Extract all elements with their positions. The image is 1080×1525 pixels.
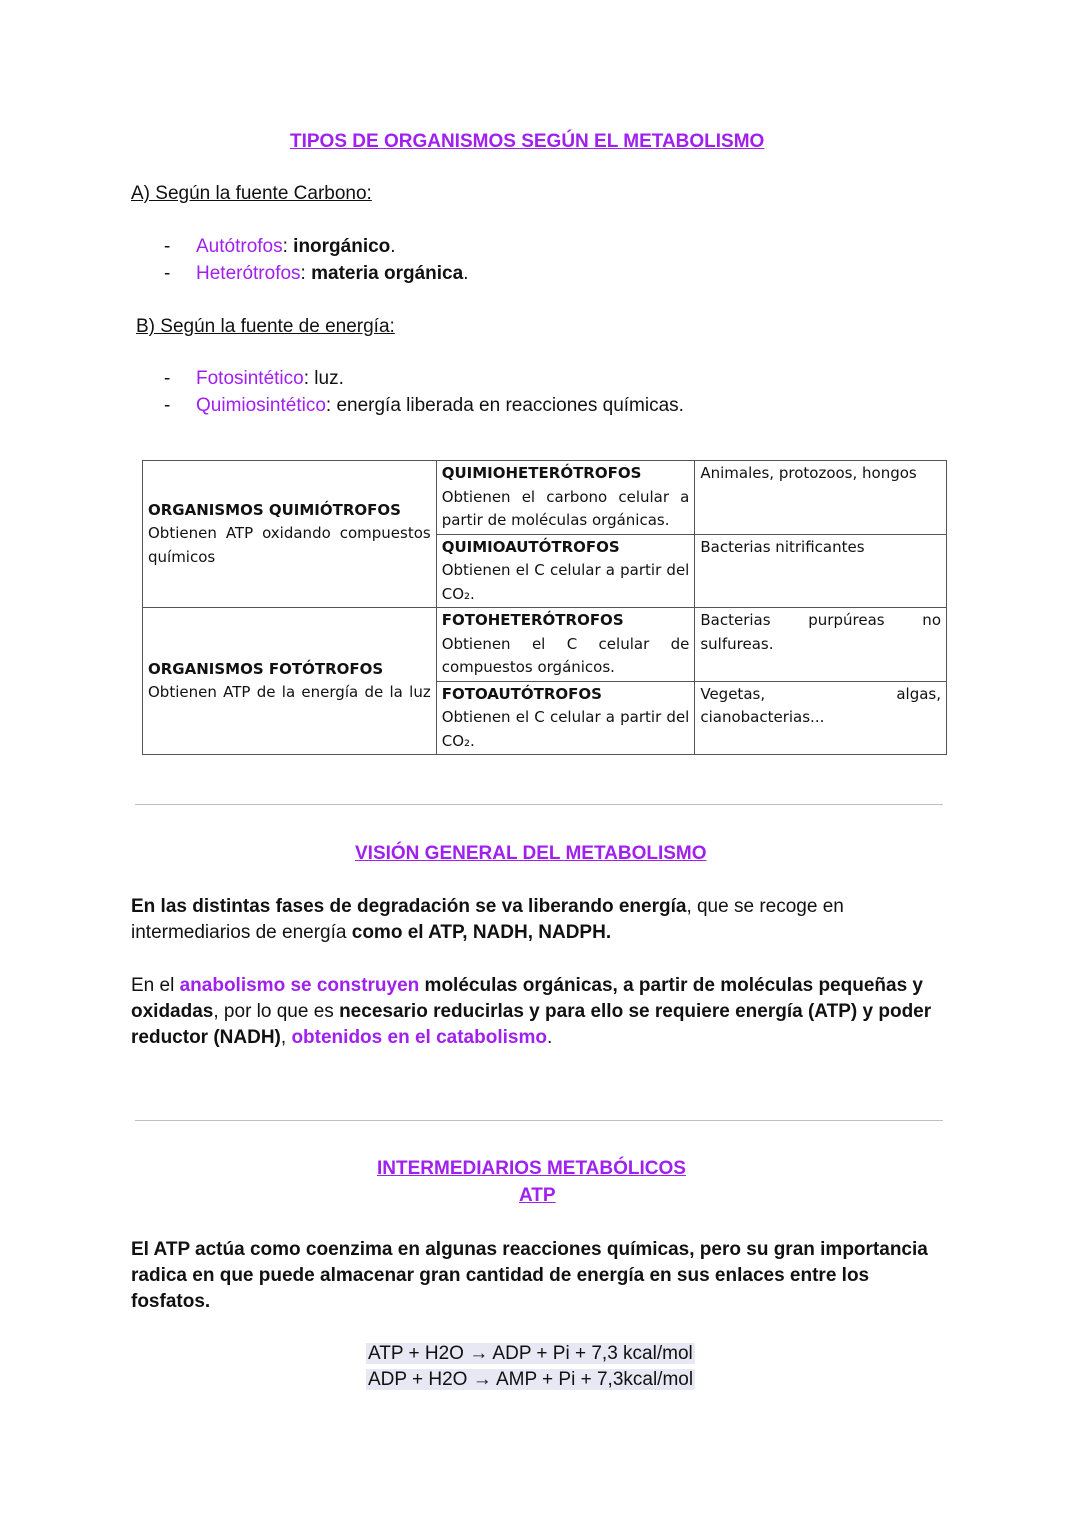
type-desc: Obtienen el C celular a partir del CO₂. bbox=[441, 708, 690, 750]
type-name: FOTOHETERÓTROFOS bbox=[441, 611, 624, 629]
list-item-fotosintetico: - Fotosintético: luz. bbox=[164, 368, 344, 389]
list-item-quimiosintetico: - Quimiosintético: energía liberada en reacciones químicas. bbox=[164, 395, 684, 416]
group-desc: Obtienen ATP oxidando compuestos químicos bbox=[148, 524, 431, 566]
organism-types-table bbox=[142, 460, 947, 755]
bullet-dash: - bbox=[164, 368, 171, 389]
examples-cell: Bacterias purpúreas no sulfureas. bbox=[695, 608, 947, 682]
list-item-heterotrofos: - Heterótrofos: materia orgánica. bbox=[164, 263, 469, 284]
examples-cell: Bacterias nitrificantes bbox=[695, 534, 947, 608]
examples-cell: Vegetas, algas, cianobacterias... bbox=[695, 681, 947, 755]
type-cell bbox=[436, 534, 695, 608]
equation-2: ADP + H2O → AMP + Pi + 7,3kcal/mol bbox=[368, 1369, 694, 1390]
paragraph-atp: El ATP actúa como coenzima en algunas reacciones químicas, pero su gran importancia radica en que puede almacenar gran cantidad de energía en sus enlaces entre los fosfatos. bbox=[131, 1239, 928, 1312]
type-cell bbox=[436, 681, 695, 755]
group-name: ORGANISMOS QUIMIÓTROFOS bbox=[148, 500, 401, 519]
type-name: QUIMIOAUTÓTROFOS bbox=[441, 537, 620, 556]
type-cell bbox=[436, 461, 695, 535]
paragraph-degradacion: En las distintas fases de degradación se va liberando energía, que se recoge en intermediarios de energía como el ATP, NADH, NADPH. bbox=[131, 896, 844, 943]
bullet-dash: - bbox=[164, 263, 171, 284]
section-title-tipos: TIPOS DE ORGANISMOS SEGÚN EL METABOLISMO bbox=[290, 131, 765, 152]
energy-source-heading: B) Según la fuente de energía: bbox=[136, 316, 395, 337]
section-title-vision: VISIÓN GENERAL DEL METABOLISMO bbox=[355, 843, 707, 864]
group-cell-fototrofos bbox=[143, 608, 437, 755]
paragraph-anabolismo: En el anabolismo se construyen moléculas orgánicas, a partir de moléculas pequeñas y oxidadas, por lo que es necesario reducirlas y para ello se requiere energía (ATP) y poder reductor (NADH), obtenidos en el catabolismo. bbox=[131, 975, 932, 1048]
table-row bbox=[143, 608, 947, 682]
examples-cell: Animales, protozoos, hongos bbox=[695, 461, 947, 535]
list-item-autotrofos: - Autótrofos: inorgánico. bbox=[164, 236, 396, 257]
section-subtitle-atp: ATP bbox=[519, 1185, 556, 1206]
group-desc: Obtienen ATP de la energía de la luz bbox=[148, 683, 431, 701]
group-cell-quimiotrofos bbox=[143, 461, 437, 608]
divider bbox=[135, 1120, 943, 1121]
group-name: ORGANISMOS FOTÓTROFOS bbox=[148, 659, 384, 678]
carbon-source-heading: A) Según la fuente Carbono: bbox=[131, 183, 372, 204]
value-fotosintetico: luz. bbox=[314, 368, 344, 389]
equation-1: ATP + H2O → ADP + Pi + 7,3 kcal/mol bbox=[368, 1343, 693, 1364]
divider bbox=[135, 804, 943, 805]
section-title-intermediarios: INTERMEDIARIOS METABÓLICOS bbox=[377, 1158, 686, 1179]
bullet-dash: - bbox=[164, 236, 171, 257]
term-heterotrofos: Heterótrofos bbox=[196, 263, 301, 284]
term-quimiosintetico: Quimiosintético bbox=[196, 395, 326, 416]
type-desc: Obtienen el C celular de compuestos orgánicos. bbox=[441, 634, 690, 676]
term-fotosintetico: Fotosintético bbox=[196, 368, 304, 389]
type-name: QUIMIOHETERÓTROFOS bbox=[441, 464, 642, 482]
value-autotrofos: inorgánico bbox=[293, 236, 391, 257]
type-desc: Obtienen el carbono celular a partir de moléculas orgánicas. bbox=[441, 487, 690, 529]
term-autotrofos: Autótrofos bbox=[196, 236, 283, 257]
type-cell bbox=[436, 608, 695, 682]
bullet-dash: - bbox=[164, 395, 171, 416]
type-desc: Obtienen el C celular a partir del CO₂. bbox=[441, 561, 690, 603]
table-row bbox=[143, 461, 947, 535]
value-heterotrofos: materia orgánica bbox=[311, 263, 464, 284]
value-quimiosintetico: energía liberada en reacciones químicas. bbox=[336, 395, 684, 416]
type-name: FOTOAUTÓTROFOS bbox=[441, 684, 602, 703]
